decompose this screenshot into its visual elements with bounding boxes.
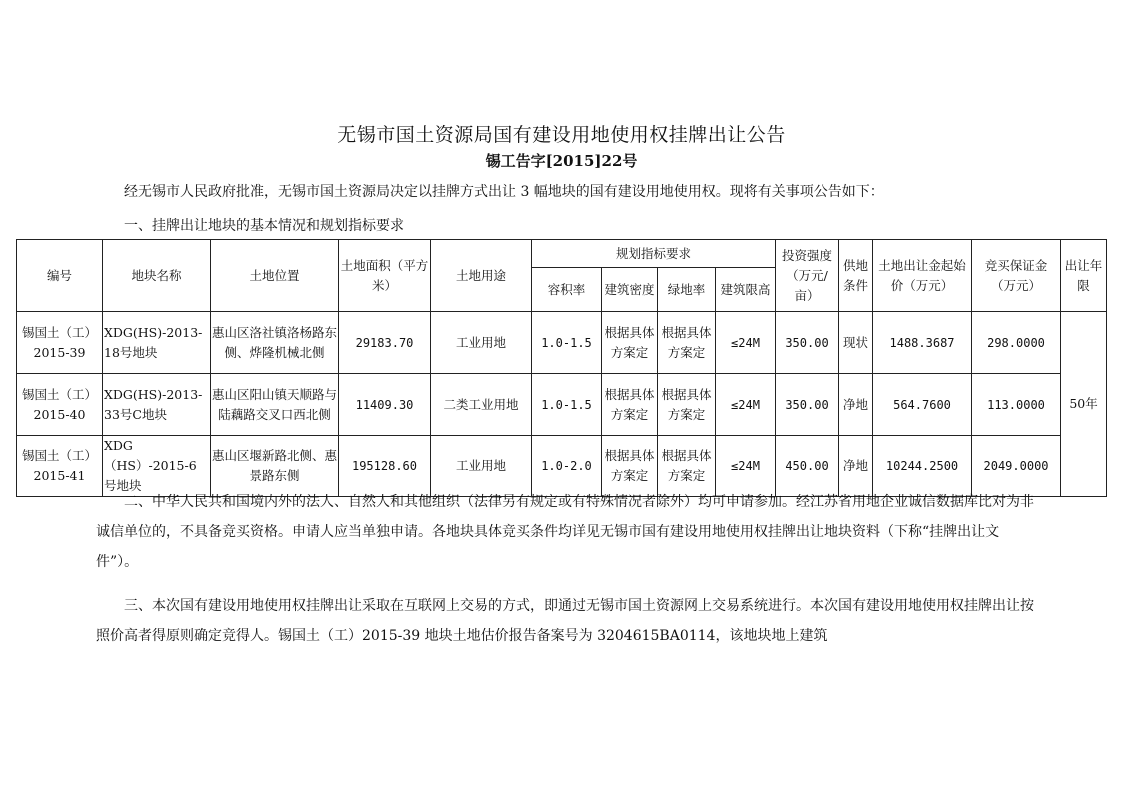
cell-location: 惠山区阳山镇天顺路与陆藕路交叉口西北侧	[211, 374, 339, 436]
cell-start-price: 10244.2500	[873, 436, 972, 497]
cell-far: 1.0-1.5	[532, 312, 602, 374]
cell-far: 1.0-2.0	[532, 436, 602, 497]
table-row	[17, 312, 1107, 374]
header-name: 地块名称	[103, 240, 211, 312]
header-density: 建筑密度	[602, 268, 658, 312]
cell-supply: 净地	[839, 374, 873, 436]
header-supply: 供地条件	[839, 240, 873, 312]
cell-name: XDG（HS）-2015-6号地块	[103, 436, 211, 497]
cell-deposit: 298.0000	[972, 312, 1061, 374]
cell-green: 根据具体方案定	[658, 436, 716, 497]
land-parcel-table	[16, 239, 1107, 497]
cell-area: 11409.30	[339, 374, 431, 436]
cell-investment: 350.00	[776, 312, 839, 374]
cell-id: 锡国土（工）2015-39	[17, 312, 103, 374]
header-location: 土地位置	[211, 240, 339, 312]
cell-location: 惠山区堰新路北侧、惠景路东侧	[211, 436, 339, 497]
cell-green: 根据具体方案定	[658, 312, 716, 374]
table-header-row	[17, 240, 1107, 268]
cell-investment: 450.00	[776, 436, 839, 497]
cell-green: 根据具体方案定	[658, 374, 716, 436]
intro-paragraph: 经无锡市人民政府批准，无锡市国土资源局决定以挂牌方式出让 3 幅地块的国有建设用地使用权。现将有关事项公告如下：	[124, 184, 884, 200]
cell-use: 工业用地	[431, 312, 532, 374]
cell-deposit: 113.0000	[972, 374, 1061, 436]
header-height: 建筑限高	[716, 268, 776, 312]
cell-use: 工业用地	[431, 436, 532, 497]
cell-deposit: 2049.0000	[972, 436, 1061, 497]
header-area: 土地面积（平方米）	[339, 240, 431, 312]
header-use: 土地用途	[431, 240, 532, 312]
header-green: 绿地率	[658, 268, 716, 312]
header-deposit: 竞买保证金（万元）	[972, 240, 1061, 312]
cell-height: ≤24M	[716, 312, 776, 374]
cell-far: 1.0-1.5	[532, 374, 602, 436]
cell-supply: 净地	[839, 436, 873, 497]
header-term: 出让年限	[1061, 240, 1107, 312]
cell-name: XDG(HS)-2013-18号地块	[103, 312, 211, 374]
header-start-price: 土地出让金起始价（万元）	[873, 240, 972, 312]
cell-investment: 350.00	[776, 374, 839, 436]
cell-area: 195128.60	[339, 436, 431, 497]
section-2-paragraph: 二、中华人民共和国境内外的法人、自然人和其他组织（法律另有规定或有特殊情况者除外）均可申请参加。经江苏省用地企业诚信数据库比对为非诚信单位的，不具备竞买资格。申请人应当单独申请。各地块具体竞买条件均详见无锡市国有建设用地使用权挂牌出让地块资料（下称“挂牌出让文件”）。	[96, 494, 1034, 570]
header-id: 编号	[17, 240, 103, 312]
cell-height: ≤24M	[716, 374, 776, 436]
document-number: 锡工告字[2015]22号	[485, 152, 638, 170]
cell-id: 锡国土（工）2015-41	[17, 436, 103, 497]
table-row	[17, 374, 1107, 436]
section-3-paragraph: 三、本次国有建设用地使用权挂牌出让采取在互联网上交易的方式，即通过无锡市国土资源网上交易系统进行。本次国有建设用地使用权挂牌出让按照价高者得原则确定竞得人。锡国土（工）2015-39 地块土地估价报告备案号为 3204615BA0114，该地块地上建筑	[96, 598, 1034, 644]
header-far: 容积率	[532, 268, 602, 312]
cell-start-price: 564.7600	[873, 374, 972, 436]
cell-supply: 现状	[839, 312, 873, 374]
cell-density: 根据具体方案定	[602, 312, 658, 374]
cell-use: 二类工业用地	[431, 374, 532, 436]
document-title: 无锡市国土资源局国有建设用地使用权挂牌出让公告	[337, 124, 786, 146]
cell-height: ≤24M	[716, 436, 776, 497]
cell-id: 锡国土（工）2015-40	[17, 374, 103, 436]
cell-name: XDG(HS)-2013-33号C地块	[103, 374, 211, 436]
cell-start-price: 1488.3687	[873, 312, 972, 374]
cell-area: 29183.70	[339, 312, 431, 374]
header-investment: 投资强度（万元/亩）	[776, 240, 839, 312]
header-planning: 规划指标要求	[532, 240, 776, 268]
cell-density: 根据具体方案定	[602, 436, 658, 497]
cell-density: 根据具体方案定	[602, 374, 658, 436]
section-1-heading: 一、挂牌出让地块的基本情况和规划指标要求	[124, 218, 404, 234]
cell-location: 惠山区洛社镇洛杨路东侧、烨隆机械北侧	[211, 312, 339, 374]
cell-term: 50年	[1061, 312, 1107, 497]
